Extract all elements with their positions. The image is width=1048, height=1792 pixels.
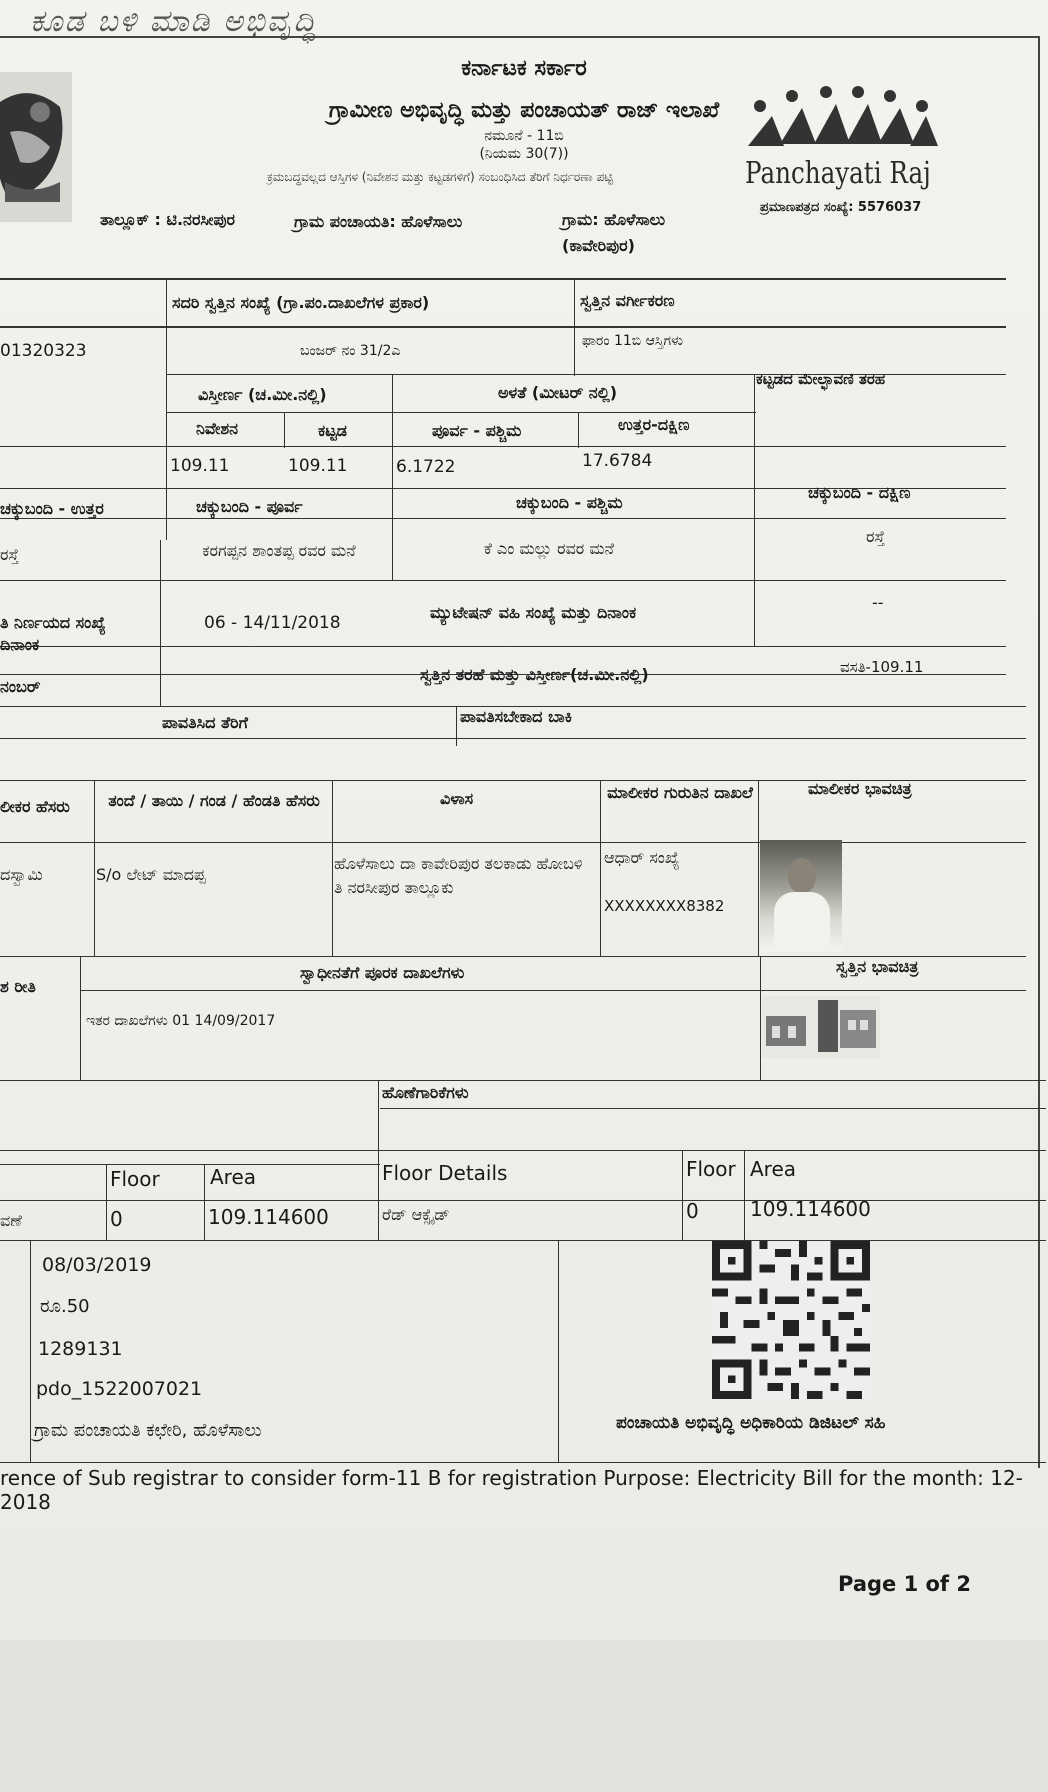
id-number-value: XXXXXXXX8382 xyxy=(604,897,725,915)
officer-user-id: pdo_1522007021 xyxy=(36,1378,203,1400)
panchayati-raj-brand: Panchayati Raj xyxy=(745,156,931,191)
boundary-south-value: ರಸ್ತೆ xyxy=(866,527,885,546)
taluk-label: ತಾಲ್ಲೂಕ್ : ಟಿ.ನರಸೀಪುರ xyxy=(100,210,236,229)
property-number-label: ಸದರಿ ಸ್ವತ್ತಿನ ಸಂಖ್ಯೆ (ಗ್ರಾ.ಪಂ.ದಾಖಲೆಗಳ ಪ್ರಕಾರ) xyxy=(172,293,430,312)
floor-value-2: 0 xyxy=(686,1199,699,1223)
balance-due-label: ಪಾವತಿಸಬೇಕಾದ ಬಾಕಿ xyxy=(460,707,573,726)
mutation-label: ಮ್ಯುಟೇಷನ್ ವಹಿ ಸಂಖ್ಯೆ ಮತ್ತು ದಿನಾಂಕ xyxy=(430,603,637,622)
property-type-label: ಸ್ವತ್ತಿನ ತರಹೆ ಮತ್ತು ವಿಸ್ತೀರ್ಣ(ಚ.ಮೀ.ನಲ್ಲಿ) xyxy=(420,665,649,684)
liabilities-label: ಹೊಣೆಗಾರಿಕೆಗಳು xyxy=(382,1083,469,1102)
boundary-north-value: ರಸ್ತೆ xyxy=(0,545,19,564)
area-col-label-2: Area xyxy=(750,1157,797,1181)
table-surface xyxy=(0,1640,1048,1792)
east-west-label: ಪೂರ್ವ - ಪಶ್ಚಿಮ xyxy=(432,421,522,440)
north-south-value: 17.6784 xyxy=(582,451,653,471)
site-area-value: 109.11 xyxy=(170,456,230,476)
fee-value: ರೂ.50 xyxy=(40,1296,90,1317)
boundary-west-value: ಕೆ ಎಂ ಮಲ್ಲು ರವರ ಮನೆ xyxy=(484,539,615,558)
building-label: ಕಟ್ಟಡ xyxy=(318,421,347,440)
north-south-label: ಉತ್ತರ-ದಕ್ಷಿಣ xyxy=(618,415,690,434)
roof-type-label: ಕಟ್ಟಡದ ಮೇಲ್ಛಾವಣಿ ತರಹ xyxy=(756,370,886,388)
floor-col-label: Floor xyxy=(110,1167,160,1191)
page-number: Page 1 of 2 xyxy=(838,1572,971,1596)
boundary-south-label: ಚಕ್ಕುಬಂದಿ - ದಕ್ಷಿಣ xyxy=(808,483,911,502)
panchayati-raj-logo-icon xyxy=(740,86,940,156)
tax-paid-label: ಪಾವತಿಸಿದ ತೆರಿಗೆ xyxy=(162,713,248,732)
handwritten-note: ಕೂಡ ಬಳಿ ಮಾಡಿ ಅಭಿವೃದ್ಧಿ xyxy=(30,4,318,39)
boundary-east-label: ಚಕ್ಕುಬಂದಿ - ಪೂರ್ವ xyxy=(196,497,303,516)
owner-photo-head xyxy=(788,858,816,894)
property-id: 01320323 xyxy=(0,341,87,361)
owner-photo-body xyxy=(774,892,830,952)
relation-name-value: S/o ಲೇಟ್ ಮಾದಪ್ಪ xyxy=(96,865,206,884)
area-value: 109.114600 xyxy=(208,1205,329,1229)
floor-details-value: ರೆಡ್ ಆಕ್ಸೈಡ್ xyxy=(382,1205,450,1224)
rule-number: (ನಿಯಮ 30(7)) xyxy=(479,146,569,162)
dept-title: ಗ್ರಾಮೀಣ ಅಭಿವೃದ್ಧಿ ಮತ್ತು ಪಂಚಾಯತ್ ರಾಜ್ ಇಲಾಖೆ xyxy=(328,98,720,123)
address-value: ಹೊಳೆಸಾಲು ದಾ ಕಾವೇರಿಪುರ ತಲಕಾಡು ಹೋಬಳಿ ತಿ ನರಸೀಪುರ ತಾಲ್ಲೂಕು xyxy=(334,854,583,897)
floor-value: 0 xyxy=(110,1207,123,1231)
resolution-label: ತಿ ನಿರ್ಣಯದ ಸಂಖ್ಯೆ ದಿನಾಂಕ xyxy=(0,613,106,654)
supporting-docs-label: ಸ್ವಾಧೀನತೆಗೆ ಪೂರಕ ದಾಖಲೆಗಳು xyxy=(300,963,465,982)
building-area-value: 109.11 xyxy=(288,456,348,476)
owner-name-label: ಲೀಕರ ಹೆಸರು xyxy=(0,797,70,816)
left-type-value: ವಣೆ xyxy=(0,1211,22,1230)
address-label: ವಿಳಾಸ xyxy=(440,789,474,808)
area-label: ವಿಸ್ತೀರ್ಣ (ಚ.ಮೀ.ನಲ್ಲಿ) xyxy=(198,385,327,404)
floor-details-label: Floor Details xyxy=(382,1161,508,1185)
property-type-value: ವಸತಿ-109.11 xyxy=(840,658,924,676)
area-value-2: 109.114600 xyxy=(750,1197,871,1221)
owner-photo-label: ಮಾಲೀಕರ ಭಾವಚಿತ್ರ xyxy=(808,779,912,798)
form-subtitle: ಕ್ರಮಬದ್ಧವಲ್ಲದ ಆಸ್ತಿಗಳ (ನಿವೇಶನ ಮತ್ತು ಕಟ್ಟಡಗಳಿಗೆ) ಸಂಬಂಧಿಸಿದ ತೆರಿಗೆ ನಿರ್ಧರಣಾ ಪಟ್ಟಿ xyxy=(267,170,613,184)
boundary-west-label: ಚಕ್ಕುಬಂದಿ - ಪಶ್ಚಿಮ xyxy=(516,493,623,512)
classification-label: ಸ್ವತ್ತಿನ ವರ್ಗೀಕರಣ xyxy=(580,291,675,310)
page-border xyxy=(0,36,1040,1468)
village-sub-label: (ಕಾವೇರಿಪುರ) xyxy=(562,236,635,255)
owner-name-value: ದಸ್ವಾಮಿ xyxy=(0,865,43,884)
digital-signature-label: ಪಂಚಾಯತಿ ಅಭಿವೃದ್ಧಿ ಅಧಿಕಾರಿಯ ಡಿಜಿಟಲ್ ಸಹಿ xyxy=(616,1413,886,1433)
village-label: ಗ್ರಾಮ: ಹೊಳೆಸಾಲು xyxy=(562,210,666,229)
dimension-label: ಅಳತೆ (ಮೀಟರ್ ನಲ್ಲಿ) xyxy=(498,383,618,402)
id-type-value: ಆಧಾರ್ ಸಂಖ್ಯೆ xyxy=(604,848,680,867)
property-photo-label: ಸ್ವತ್ತಿನ ಭಾವಚಿತ್ರ xyxy=(836,957,919,976)
issue-date: 08/03/2019 xyxy=(42,1254,152,1276)
property-number-value: ಬಂಜರ್ ನಂ 31/2ಎ xyxy=(300,343,401,359)
gram-panchayat-label: ಗ್ರಾಮ ಪಂಚಾಯತಿ: ಹೊಳೆಸಾಲು xyxy=(294,212,463,231)
certificate-number: ಪ್ರಮಾಣಪತ್ರದ ಸಂಖ್ಯೆ: 5576037 xyxy=(760,200,922,215)
number-label: ನಂಬರ್ xyxy=(0,677,41,696)
property-photo xyxy=(762,996,880,1058)
classification-value: ಫಾರಂ 11ಬಿ ಆಸ್ತಿಗಳು xyxy=(582,333,684,349)
site-label: ನಿವೇಶನ xyxy=(196,419,239,438)
acquisition-label: ಶ ರೀತಿ xyxy=(0,977,36,996)
owner-id-label: ಮಾಲೀಕರ ಗುರುತಿನ ದಾಖಲೆ xyxy=(607,783,753,802)
resolution-value: 06 - 14/11/2018 xyxy=(204,613,341,633)
boundary-east-value: ಕರಗಪ್ಪನ ಶಾಂತಪ್ಪ ರವರ ಮನೆ xyxy=(202,541,356,560)
supporting-docs-value: ಇತರ ದಾಖಲೆಗಳು 01 14/09/2017 xyxy=(86,1013,276,1029)
transaction-number: 1289131 xyxy=(38,1338,123,1360)
form-number: ನಮೂನೆ - 11ಬಿ xyxy=(484,128,564,144)
floor-col-label-2: Floor xyxy=(686,1157,736,1181)
mutation-value: -- xyxy=(872,593,884,612)
office-name: ಗ್ರಾಮ ಪಂಚಾಯತಿ ಕಛೇರಿ, ಹೊಳೆಸಾಲು xyxy=(34,1420,262,1441)
area-col-label: Area xyxy=(210,1165,257,1189)
govt-title: ಕರ್ನಾಟಕ ಸರ್ಕಾರ xyxy=(461,56,587,81)
east-west-value: 6.1722 xyxy=(396,457,456,477)
boundary-north-label: ಚಕ್ಕುಬಂದಿ - ಉತ್ತರ xyxy=(0,499,104,518)
footer-note: rence of Sub registrar to consider form-11 B for registration Purpose: Electricity Bill for the month: 12-2018 xyxy=(0,1466,1023,1514)
qr-code xyxy=(712,1238,870,1402)
relation-name-label: ತಂದೆ / ತಾಯಿ / ಗಂಡ / ಹೆಂಡತಿ ಹೆಸರು xyxy=(108,791,320,810)
